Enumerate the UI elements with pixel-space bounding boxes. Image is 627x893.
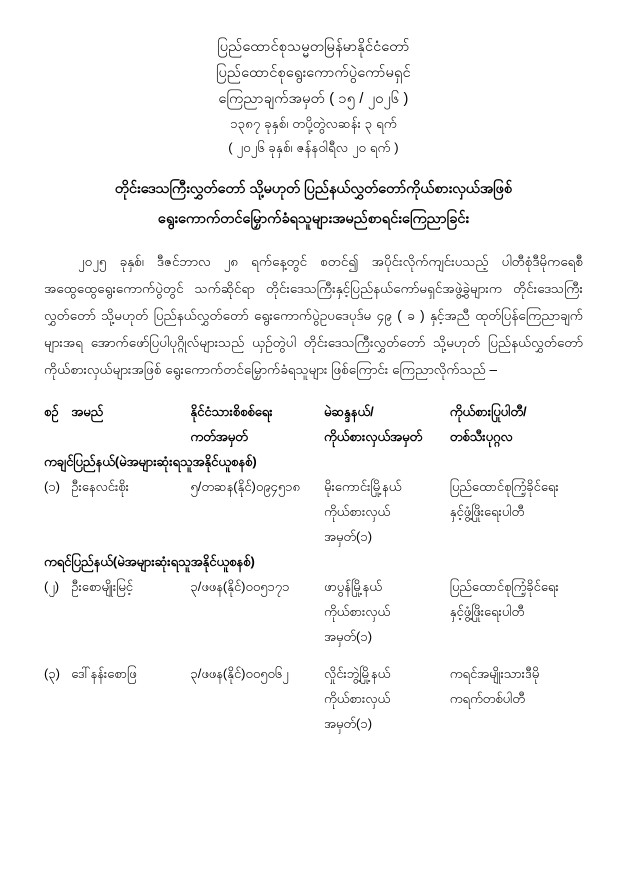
table-row [44,574,583,649]
section-heading-kachin: ကချင်ပြည်နယ်(မဲအများဆုံးရသူအနိုင်ယူစနစ်) [44,454,257,469]
header-line-announcement-number: ကြေညာချက်အမှတ် ( ၁၅ / ၂၀၂၆ ) [218,91,409,107]
row-party [450,474,583,549]
row-party-line-2: နှင့်ဖွံ့ဖြိုးရေးပါတီ [449,504,525,519]
row-constituency [324,649,450,736]
row-no: (၂) [44,579,60,594]
header-line-commission: ပြည်ထောင်စုရွေးကောက်ပွဲကော်မရှင် [216,65,411,81]
row-name: ဦးစောမျိုးမြင့် [71,579,133,594]
column-header-name: အမည် [71,404,104,419]
table-row [44,474,583,549]
section-heading-row [44,549,583,574]
row-party-line-1: ပြည်ထောင်စုကြံ့ခိုင်ရေး [449,479,559,494]
column-header-constituency-sub: ကိုယ်စားလှယ်အမှတ် [324,429,423,444]
table-row [44,649,583,736]
title-line-2: ရွေးကောက်တင်မြှောက်ခံရသူများအမည်စာရင်းကြေညာခြင်း [157,211,470,227]
column-header-no-sub [44,424,71,449]
candidates-table [44,399,583,736]
column-header-constituency: မဲဆန္ဒနယ်/ [324,404,374,419]
row-no: (၃) [44,666,60,681]
row-party-line-1: ပြည်ထောင်စုကြံ့ခိုင်ရေး [449,579,559,594]
row-party [450,649,583,736]
row-constituency-line-1: မိုးကောင်းမြို့နယ် [324,479,402,494]
body-paragraph [44,248,583,383]
row-name: ဒေါ်နန်းစောဖြ [71,666,137,681]
table-header-row-top [44,399,583,424]
row-constituency-line-2: ကိုယ်စားလှယ် [324,691,391,706]
row-constituency-line-2: ကိုယ်စားလှယ် [324,504,391,519]
header-line-date-gregorian: ( ၂၀၂၆ ခုနှစ်၊ ဇန်နဝါရီလ ၂၀ ရက် ) [228,140,399,155]
paragraph-text: ၂၀၂၅ ခုနှစ်၊ ဒီဇင်ဘာလ ၂၈ ရက်နေ့တွင် စတင်၍ အပိုင်းလိုက်ကျင်းပသည့် ပါတီစုံဒီမိုကရေစီ အထွေထွေရွေးကောက်ပွဲတွင် သက်ဆိုင်ရာ တိုင်းဒေသကြီးနှင့်ပြည်နယ်ကော်မရှင်အဖွဲ့ခွဲများက တိုင်းဒေသကြီးလွှတ်တော် သို့မဟုတ် ပြည်နယ်လွှတ်တော် ရွေးကောက်ပွဲဥပဒေပုဒ်မ ၄၉ ( ခ ) နှင့်အညီ ထုတ်ပြန်ကြေညာချက်များအရ အောက်ဖော်ပြပါပုဂ္ဂိုလ်များသည် ယှဉ်တွဲပါ တိုင်းဒေသကြီးလွှတ်တော် သို့မဟုတ် ပြည်နယ်လွှတ်တော်ကိုယ်စားလှယ်များအဖြစ် ရွေးကောက်တင်မြှောက်ခံရသူများ ဖြစ်ကြောင်း ကြေညာလိုက်သည် – [44,254,583,377]
document-header [44,34,583,160]
row-name: ဦးနေလင်းစိုး [71,479,129,494]
row-party-line-2: ကရက်တစ်ပါတီ [449,691,525,706]
section-heading-kayin: ကရင်ပြည်နယ်(မဲအများဆုံးရသူအနိုင်ယူစနစ်) [44,554,255,569]
column-header-nrc-sub: ကတ်အမှတ် [190,429,248,444]
column-header-party-sub: တစ်သီးပုဂ္ဂလ [449,429,513,444]
column-header-party: ကိုယ်စားပြုပါတီ/ [449,404,527,419]
row-constituency-line-1: ဖာပွန်မြို့နယ် [324,579,382,594]
title-line-1: တိုင်းဒေသကြီးလွှတ်တော် သို့မဟုတ် ပြည်နယ်လွှတ်တော်ကိုယ်စားလှယ်အဖြစ် [114,181,513,197]
row-constituency [324,474,450,549]
header-line-country: ပြည်ထောင်စုသမ္မတမြန်မာနိုင်ငံတော် [217,39,410,55]
header-line-date-myanmar-era: ၁၃၈၇ ခုနှစ်၊ တပို့တွဲလဆန်း ၃ ရက် [230,116,397,131]
row-constituency-line-1: လှိုင်းဘွဲ့မြို့နယ် [324,666,391,681]
column-header-no: စဉ် [44,404,59,419]
row-party-line-1: ကရင်အမျိုးသားဒီမို [449,666,540,681]
row-nrc: ၃/ဖဖန(နိုင်)၀၀၅၁၇၁ [190,579,290,594]
row-nrc: ၅/တဆန(နိုင်)၀၉၄၅၁၈ [190,479,300,494]
row-party-line-2: နှင့်ဖွံ့ဖြိုးရေးပါတီ [449,604,525,619]
column-header-name-sub [71,424,190,449]
document-title [44,174,583,234]
row-constituency-line-3: အမှတ်(၁) [324,716,373,731]
row-constituency-line-2: ကိုယ်စားလှယ် [324,604,391,619]
row-constituency-line-3: အမှတ်(၁) [324,529,373,544]
column-header-nrc: နိုင်ငံသားစိစစ်ရေး [190,404,273,419]
row-constituency-line-3: အမှတ်(၁) [324,629,373,644]
table-header-row-bottom [44,424,583,449]
row-constituency [324,574,450,649]
row-no: (၁) [44,479,60,494]
row-party [450,574,583,649]
section-heading-row [44,449,583,474]
row-nrc: ၃/ဖဖန(နိုင်)၀၀၅၀၆၂ [190,666,289,681]
